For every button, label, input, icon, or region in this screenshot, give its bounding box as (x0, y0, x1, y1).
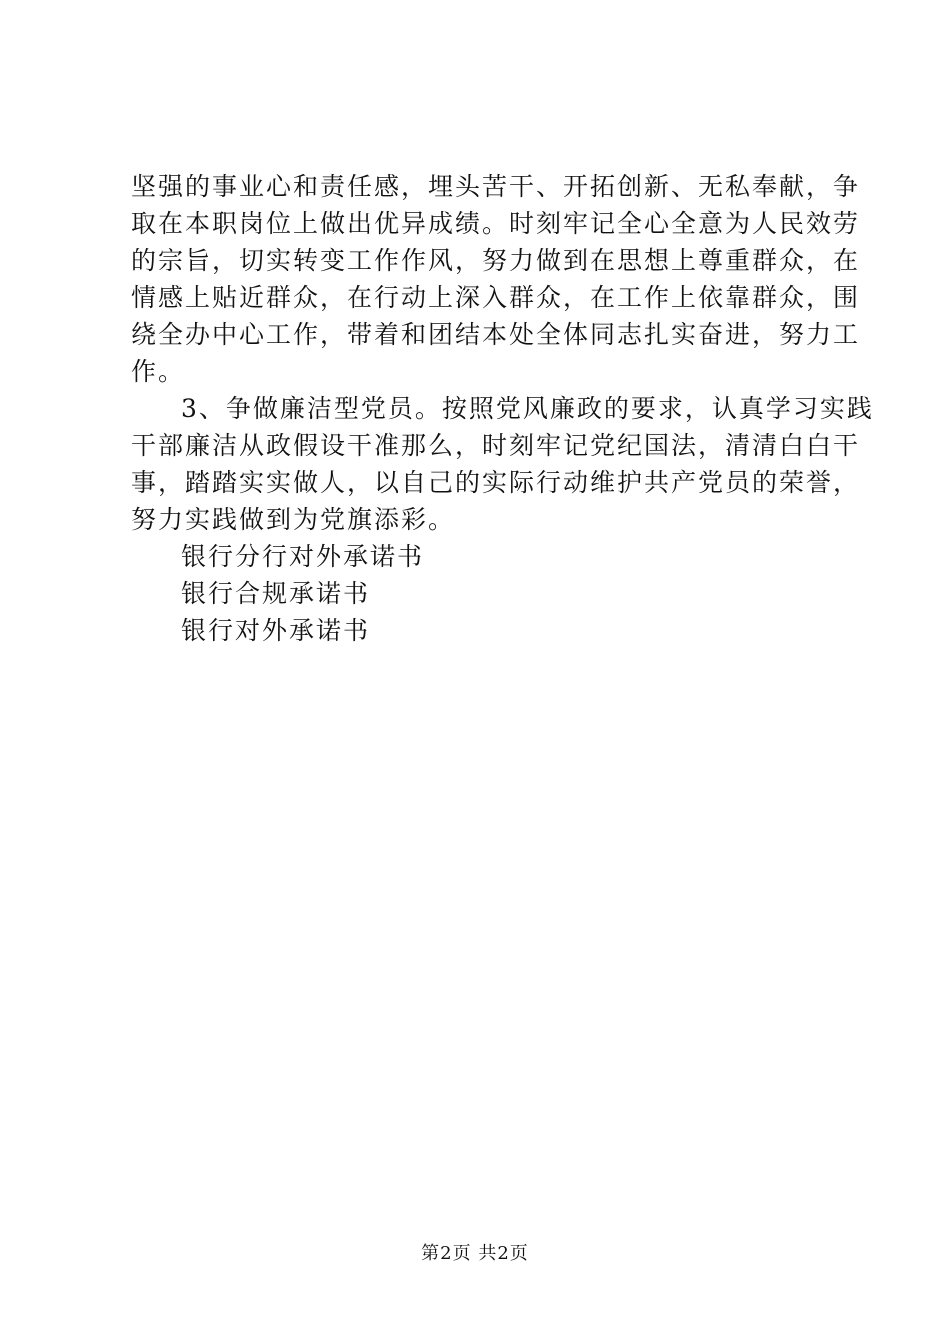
paragraph-1-line: 的宗旨，切实转变工作作风，努力做到在思想上尊重群众，在 (131, 246, 861, 275)
paragraph-1-line: 情感上贴近群众，在行动上深入群众，在工作上依靠群众，围 (131, 283, 861, 312)
paragraph-1-line: 作。 (131, 357, 186, 386)
paragraph-2-line: 事，踏踏实实做人，以自己的实际行动维护共产党员的荣誉， (131, 468, 861, 497)
page-number: 第2页 共2页 (421, 1243, 529, 1264)
paragraph-2-line: 努力实践做到为党旗添彩。 (131, 505, 456, 534)
paragraph-2-line: 3、争做廉洁型党员。按照党风廉政的要求，认真学习实践 (181, 394, 874, 423)
paragraph-1-line: 绕全办中心工作，带着和团结本处全体同志扎实奋进，努力工 (131, 320, 861, 349)
paragraph-1-line: 坚强的事业心和责任感，埋头苦干、开拓创新、无私奉献，争 (131, 172, 861, 201)
related-title: 银行分行对外承诺书 (181, 542, 425, 571)
related-title: 银行合规承诺书 (181, 579, 371, 608)
document-body (131, 168, 874, 649)
paragraph-2-line: 干部廉洁从政假设干准那么，时刻牢记党纪国法，清清白白干 (131, 431, 861, 460)
related-title: 银行对外承诺书 (181, 616, 371, 645)
paragraph-1-line: 取在本职岗位上做出优异成绩。时刻牢记全心全意为人民效劳 (131, 209, 861, 238)
